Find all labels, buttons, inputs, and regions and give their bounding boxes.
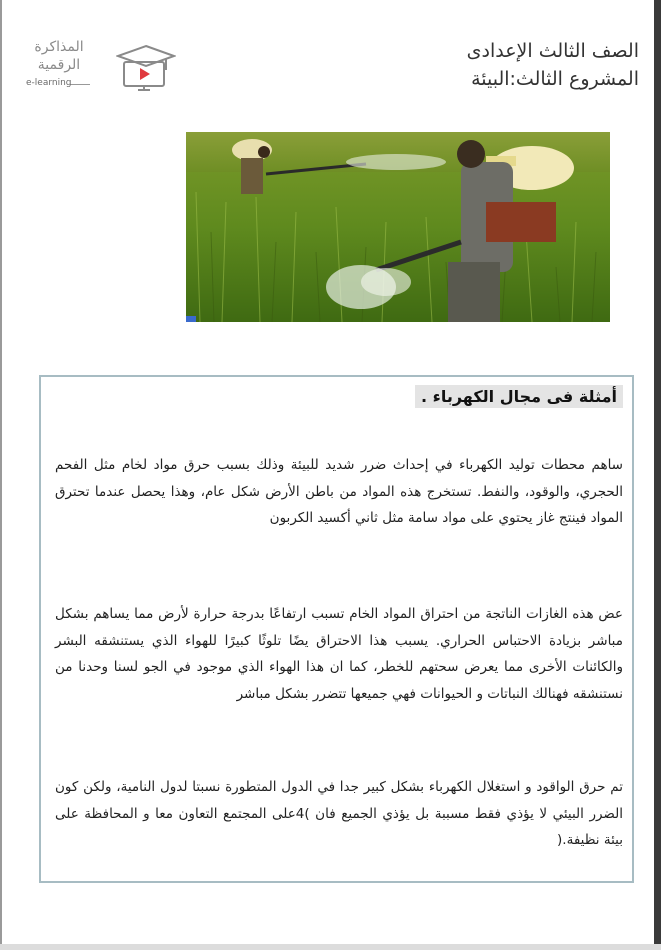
header-titles — [467, 38, 639, 92]
logo-underline — [70, 84, 90, 85]
logo-line-2: الرقمية — [37, 57, 81, 73]
logo-tagline: e-learning — [26, 78, 72, 88]
logo-line-1: المذاكرة — [34, 39, 84, 55]
page-edge-right — [654, 0, 661, 950]
page-edge-bottom — [0, 944, 661, 950]
paragraph-3: تم حرق الواقود و استغلال الكهرباء بشكل كبير جدا في الدول المتطورة نسبتا لدول النامية، ولكن كون الضرر البيئي لا يؤذي فقط مسببة بل يؤذي الجميع فان )4على المجتمع التعاون معا و المحافظة على بيئة نظيفة.( — [55, 779, 623, 848]
pesticide-spraying-photo — [186, 132, 610, 322]
field-illustration — [186, 132, 610, 322]
paragraph-2: عض هذه الغازات الناتجة من احتراق المواد الخام تسبب ارتفاعًا بدرجة حرارة لأرض مما يساهم بشكل مباشر بزيادة الاحتباس الحراري. يسبب هذا الاحتراق يضًا تلوثًا كبيرًا للهواء الذي يستنشقه البشر والكائنات الأخرى مما يعرض سحتهم للخطر، كما ان هذا الهواء الذي موجود في الجو لسنا وحدنا من نستنشقه فهنالك النباتات و الحيوانات فهي جميعها تتضرر بشكل مباشر — [55, 606, 623, 702]
grade-title: الصف الثالث الإعدادى — [466, 40, 639, 62]
content-box — [39, 375, 634, 883]
page-edge-left — [0, 0, 2, 950]
section-heading: أمثلة فى مجال الكهرباء . — [415, 385, 623, 408]
paragraph-1: ساهم محطات توليد الكهرباء في إحداث ضرر شديد للبيئة وذلك بسبب حرق مواد لخام مثل الفحم الحجري، والوقود، والنفط. تستخرج هذه المواد من باطن الأرض شكل عام، وهذا يحصل عندما تحترق المواد فينتج غاز يحتوي على مواد سامة مثل ثاني أكسيد الكربون — [55, 457, 623, 526]
graduation-cap-monitor-icon — [116, 44, 176, 94]
project-title: المشروع الثالث:البيئة — [471, 68, 639, 90]
logo — [26, 24, 176, 94]
logo-text — [26, 38, 92, 74]
